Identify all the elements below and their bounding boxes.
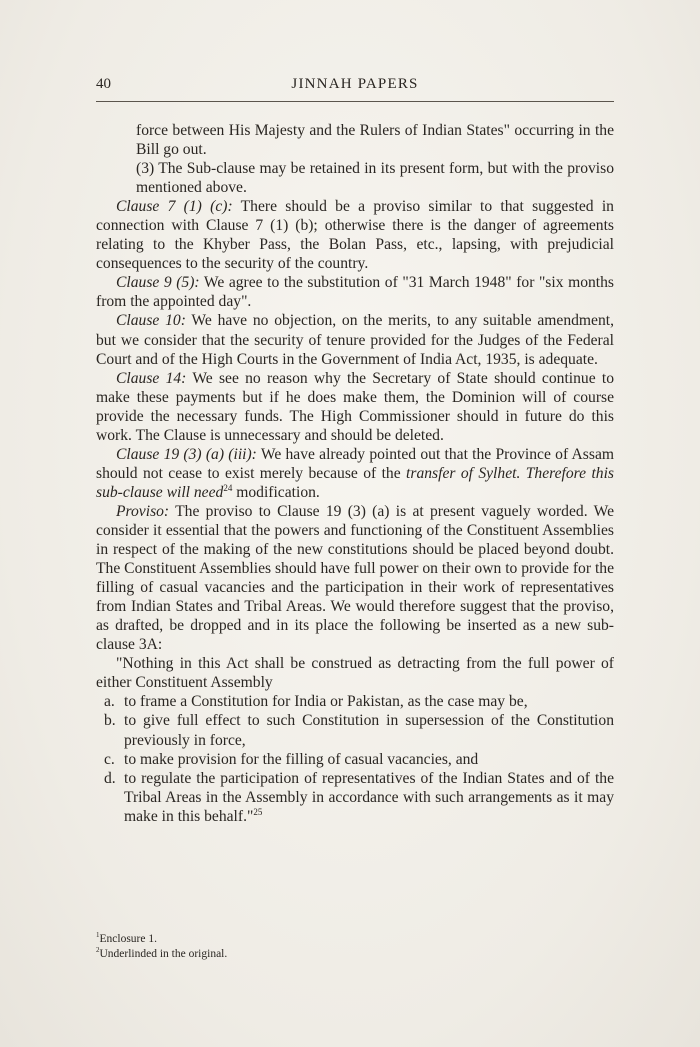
quote-list xyxy=(96,692,614,825)
paragraph-continuation: force between His Majesty and the Rulers of Indian States" occurring in the Bill go out. xyxy=(136,122,614,159)
paragraph-proviso xyxy=(96,502,614,654)
paragraph-clause-19 xyxy=(96,445,614,502)
paragraph-clause-14 xyxy=(96,369,614,445)
clause-text: We agree to the substitution of "31 March 1948" for "six months from the appointed day". xyxy=(96,274,614,311)
clause-text: We have no objection, on the merits, to any suitable amendment, but we consider that the security of tenure provided for the Judges of the Federal Court and of the High Courts in the Government of India Act, 1935, is adequate. xyxy=(96,312,614,368)
clause-text: modification. xyxy=(232,483,320,501)
footnotes xyxy=(96,932,614,962)
footnote-number: 1 xyxy=(96,931,100,940)
footnote-number: 2 xyxy=(96,946,100,955)
paragraph-subclause-3: (3) The Sub-clause may be retained in its present form, but with the proviso mentioned above. xyxy=(136,160,614,197)
clause-text: We see no reason why the Secretary of State should continue to make these payments but if he does make them, the Dominion will of course provide the necessary funds. The High Commissioner should in future do this work. The Clause is unnecessary and should be deleted. xyxy=(96,369,614,444)
list-marker: d. xyxy=(104,769,116,787)
clause-text: There should be a proviso similar to that suggested in connection with Clause 7 (1) (b); otherwise there is the danger of agreements relating to the Khyber Pass, the Bolan Pass, etc., lapsing, with prejudicial consequences to the security of the country. xyxy=(96,198,614,273)
page-header xyxy=(96,76,614,100)
quote-item-b xyxy=(96,711,614,749)
clause-label: Proviso: xyxy=(116,502,170,520)
footnote-ref-25: 25 xyxy=(253,806,263,817)
clause-label: Clause 9 (5): xyxy=(116,274,200,292)
list-item-text: to give full effect to such Constitution in supersession of the Constitution previously in force, xyxy=(124,712,614,749)
list-marker: a. xyxy=(104,693,115,711)
clause-text: We have already pointed out that the Province of Assam should not cease to exist merely because of the xyxy=(96,445,614,482)
running-head: JINNAH PAPERS xyxy=(291,76,419,92)
paragraph-clause-10 xyxy=(96,311,614,368)
page-number: 40 xyxy=(96,76,111,92)
footnote-text: Underlinded in the original. xyxy=(99,948,228,960)
list-item-text: to regulate the participation of representatives of the Indian States and of the Tribal Areas in the Assembly in accordance with such arrangements as it may make in this behalf." xyxy=(124,769,614,825)
list-marker: b. xyxy=(104,712,116,730)
list-marker: c. xyxy=(104,750,115,768)
clause-label: Clause 19 (3) (a) (iii): xyxy=(116,445,257,463)
footnote-1 xyxy=(96,932,614,947)
clause-label: Clause 7 (1) (c): xyxy=(116,198,233,216)
footnote-2 xyxy=(96,947,614,962)
quote-item-a xyxy=(96,692,614,711)
footnote-ref-24: 24 xyxy=(223,482,233,493)
clause-label: Clause 14: xyxy=(116,369,187,387)
quote-item-d xyxy=(96,769,614,826)
quote-item-c xyxy=(96,750,614,769)
footnote-text: Enclosure 1. xyxy=(99,933,157,945)
clause-text: The proviso to Clause 19 (3) (a) is at present vaguely worded. We consider it essential that the powers and functioning of the Constituent Assemblies in respect of the making of the new constitutions should be placed beyond doubt. The Constituent Assemblies should have full power on their own to provide for the filling of casual vacancies and the participation in their work of representatives from Indian States and Tribal Areas. We would therefore suggest that the proviso, as drafted, be dropped and in its place the following be inserted as a new sub-clause 3A: xyxy=(96,502,614,654)
quote-intro: "Nothing in this Act shall be construed as detracting from the full power of either Constituent Assembly xyxy=(96,655,614,692)
clause-label: Clause 10: xyxy=(116,312,186,330)
paragraph-clause-9 xyxy=(96,273,614,311)
header-rule xyxy=(96,101,614,102)
paragraph-clause-7 xyxy=(96,197,614,273)
body-text xyxy=(96,121,614,826)
list-item-text: to frame a Constitution for India or Pakistan, as the case may be, xyxy=(124,693,528,711)
clause-italic-text: transfer of Sylhet. Therefore this sub-clause will need xyxy=(96,464,614,501)
list-item-text: to make provision for the filling of casual vacancies, and xyxy=(124,750,479,768)
